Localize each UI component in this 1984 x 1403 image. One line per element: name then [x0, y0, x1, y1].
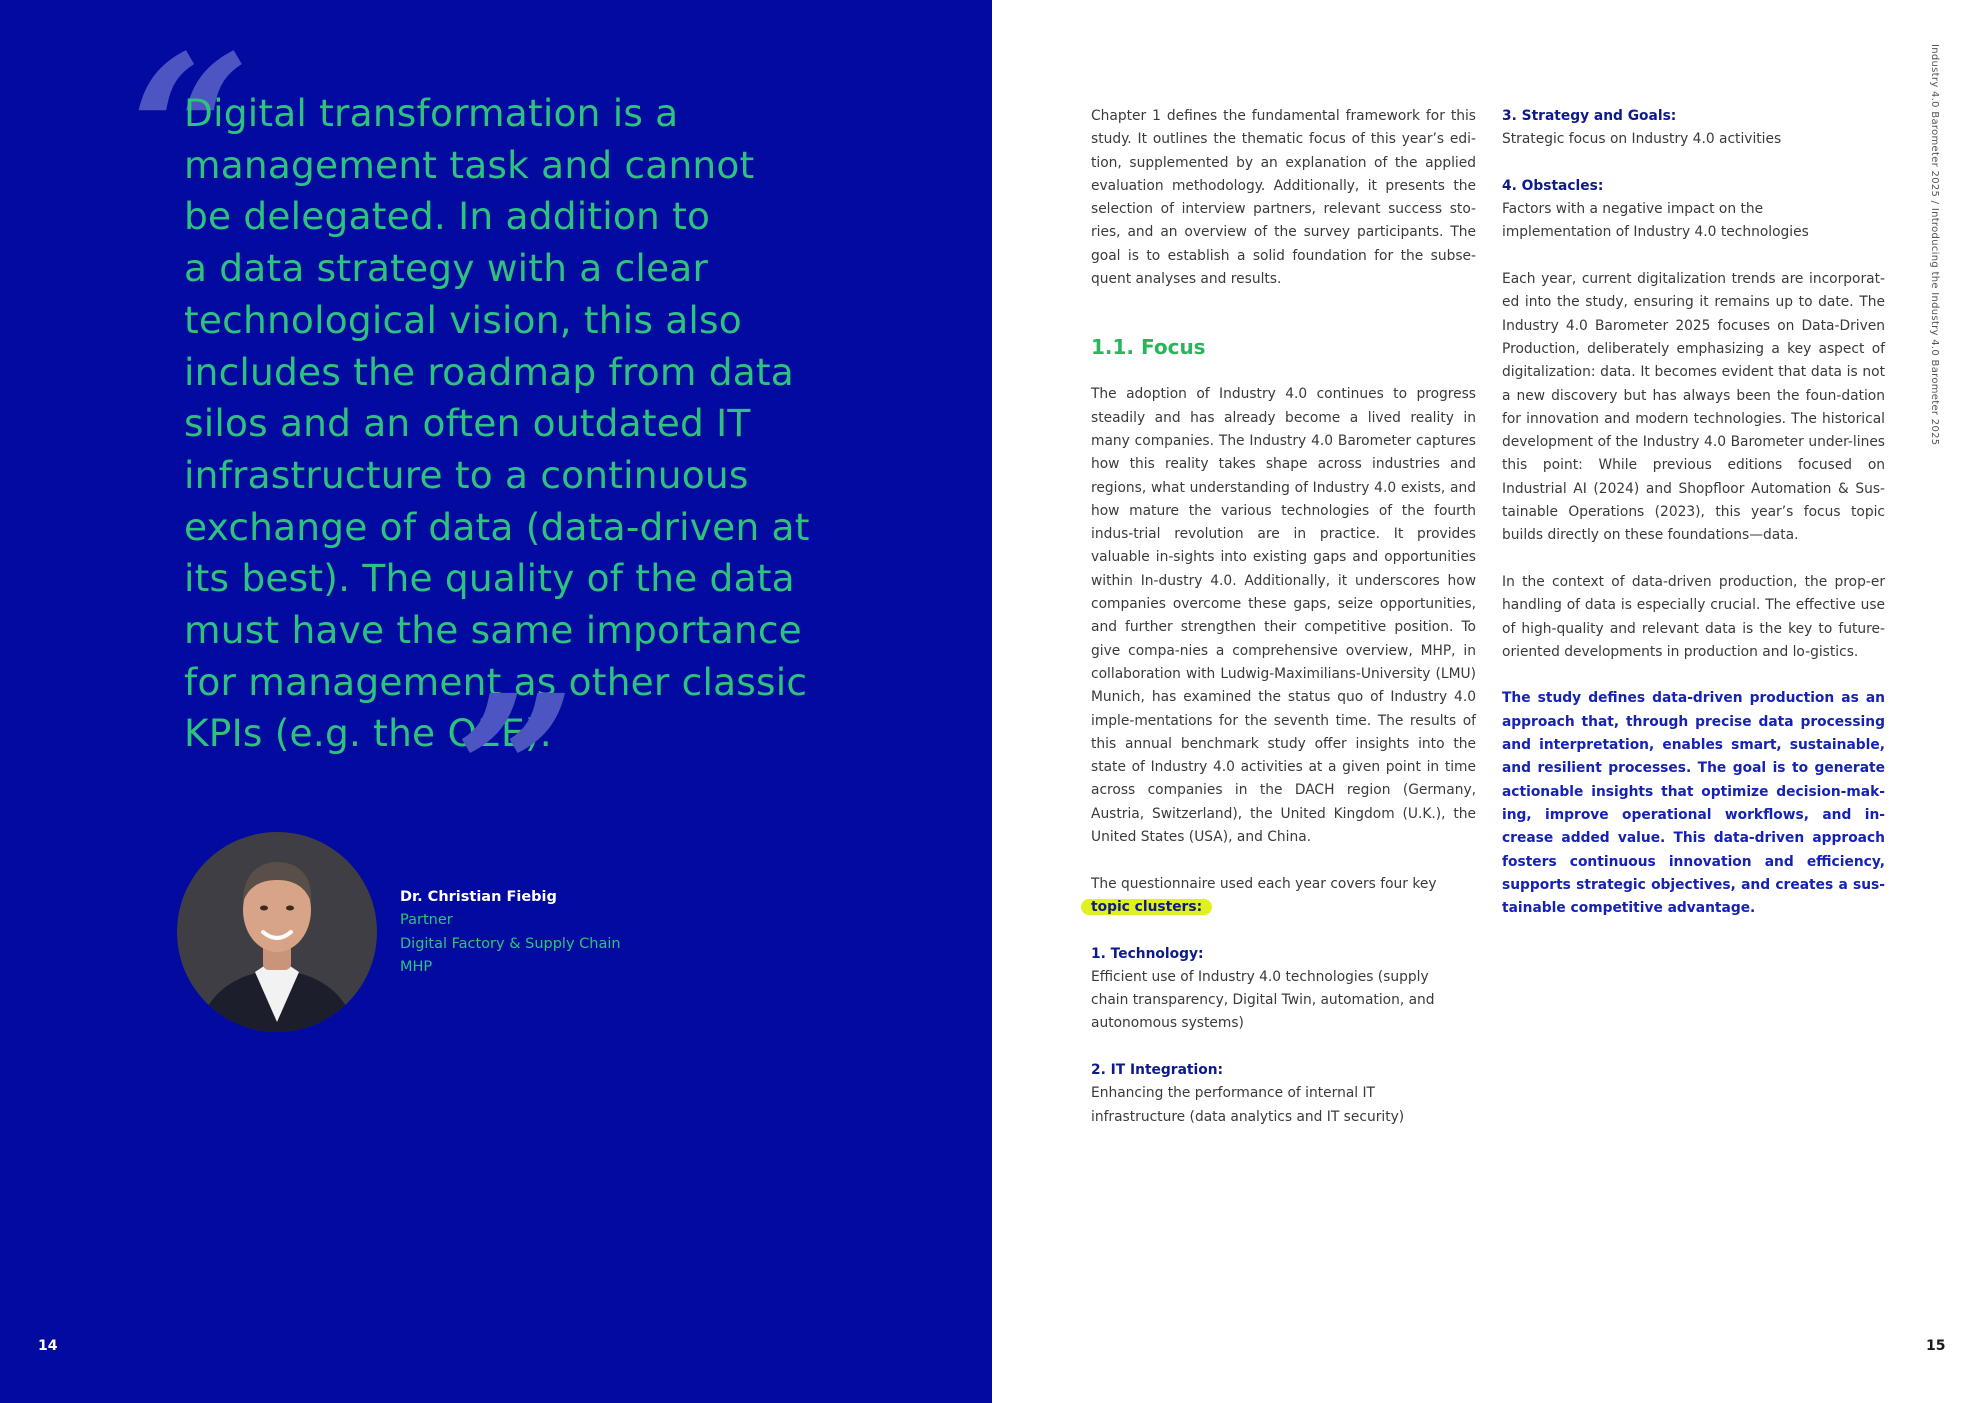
- author-title: Partner: [400, 912, 453, 929]
- author-department: Digital Factory & Supply Chain: [400, 935, 621, 952]
- author-company: MHP: [400, 959, 433, 976]
- page-number-left: 14: [38, 1338, 58, 1354]
- cluster-title: 2. IT Integration:: [1091, 1061, 1224, 1078]
- cluster-title: 3. Strategy and Goals:: [1502, 108, 1677, 124]
- cluster-item: [1091, 943, 1476, 1036]
- clusters-intro-text: The questionnaire used each year covers four key: [1091, 875, 1437, 892]
- quote-line: KPIs (e.g. the OEE).: [184, 711, 552, 756]
- definition-paragraph: The study defines data-driven production as an approach that, through precise data processing and interpretation, enables smart, sustainable, and resilient processes. The goal is to generate actionable insights that optimize decision-mak-ing, improve operational workflows, and in-crease added value. This data-driven approach fosters continuous innovation and efficiency, supports strategic objectives, and creates a sus-tainable competitive advantage.: [1502, 690, 1885, 917]
- cluster-text: Efficient use of Industry 4.0 technologies (supply chain transparency, Digital Twin, automation, and autonomous systems): [1091, 968, 1435, 1032]
- running-head: [1926, 44, 1942, 446]
- cluster-title: 1. Technology:: [1091, 945, 1204, 962]
- open-quote-icon: “: [130, 9, 251, 256]
- page-number-right: 15: [1926, 1338, 1946, 1354]
- quote-line: a data strategy with a clear: [184, 246, 709, 291]
- quote-line: management task and cannot: [184, 142, 755, 187]
- focus-paragraph: The adoption of Industry 4.0 continues to progress steadily and has already become a lived reality in many companies. The Industry 4.0 Barometer captures how this reality takes shape across industries and regions, what understanding of Industry 4.0 exists, and how mature the various technologies of the fourth indus-trial revolution are in practice. It provides valuable in-sights into existing gaps and opportunities within In-dustry 4.0. Additionally, it underscores how companies overcome these gaps, seize opportunities, and further strengthen their competitive position. To give compa-nies a comprehensive overview, MHP, in collaboration with Ludwig-Maximilians-University (LMU) Munich, has examined the status quo of Industry 4.0 imple-mentations for the seventh time. The results of this annual benchmark study offer insights into the state of Industry 4.0 activities at a given point in time across companies in the DACH region (Germany, Austria, Switzerland), the United Kingdom (U.K.), the United States (USA), and China.: [1091, 386, 1476, 846]
- text-column-2: [1502, 105, 1885, 944]
- quote-line: exchange of data (data-driven at: [184, 504, 810, 549]
- cluster-text: Strategic focus on Industry 4.0 activities: [1502, 131, 1782, 148]
- trends-paragraph: Each year, current digitalization trends are incorporat-ed into the study, ensuring it remains up to date. The Industry 4.0 Barometer 2025 focuses on Data-Driven Production, deliberately emphasizing a key aspect of digitalization: data. It becomes evident that data is not a new discovery but has always been the foun-dation for innovation and modern technologies. The historical development of the Industry 4.0 Barometer under-lines this point: While previous editions focused on Industrial AI (2024) and Shopfloor Automation & Sus-tainable Operations (2023), this year’s focus topic builds directly on these foundations—data.: [1502, 271, 1885, 544]
- cluster-item: [1091, 1059, 1476, 1129]
- quote-line: includes the roadmap from data: [184, 349, 794, 394]
- cluster-text: Enhancing the performance of internal IT infrastructure (data analytics and IT security): [1091, 1085, 1405, 1125]
- quote-line: Digital transformation is a: [184, 91, 679, 135]
- context-paragraph: In the context of data-driven production, the prop-er handling of data is especially crucial. The effective use of high-quality and relevant data is the key to future-oriented developments in production and lo-gistics.: [1502, 573, 1885, 660]
- quote-line: silos and an often outdated IT: [184, 401, 751, 446]
- quote-line: must have the same importance: [184, 608, 802, 653]
- topic-clusters-highlight: topic clusters:: [1081, 899, 1212, 915]
- close-quote-icon: ”: [455, 649, 576, 896]
- intro-paragraph: Chapter 1 defines the fundamental framework for this study. It outlines the thematic focus of this year’s edi-tion, supplemented by an explanation of the applied evaluation methodology. Additionally, it presents the selection of interview partners, relevant success sto-ries, and an overview of the survey participants. The goal is to establish a solid foundation for the subse-quent analyses and results.: [1091, 108, 1476, 288]
- author-name: Dr. Christian Fiebig: [400, 889, 557, 905]
- quote-line: be delegated. In addition to: [184, 194, 711, 239]
- quote-line: for management as other classic: [184, 659, 808, 704]
- cluster-item: [1502, 105, 1885, 152]
- author-info: [400, 886, 621, 980]
- quote-line: its best). The quality of the data: [184, 556, 795, 601]
- cluster-text: Factors with a negative impact on the implementation of Industry 4.0 technologies: [1502, 201, 1809, 241]
- clusters-intro: [1091, 873, 1476, 920]
- running-head-text: Industry 4.0 Barometer 2025 / Introducing the Industry 4.0 Barometer 2025: [1929, 44, 1940, 446]
- author-portrait: [177, 832, 377, 1032]
- section-heading: 1.1. Focus: [1091, 335, 1206, 360]
- cluster-title: 4. Obstacles:: [1502, 177, 1604, 194]
- text-column-1: [1091, 105, 1476, 1152]
- cluster-item: [1502, 175, 1885, 245]
- quote-line: technological vision, this also: [184, 297, 742, 342]
- quote-line: infrastructure to a continuous: [184, 452, 749, 497]
